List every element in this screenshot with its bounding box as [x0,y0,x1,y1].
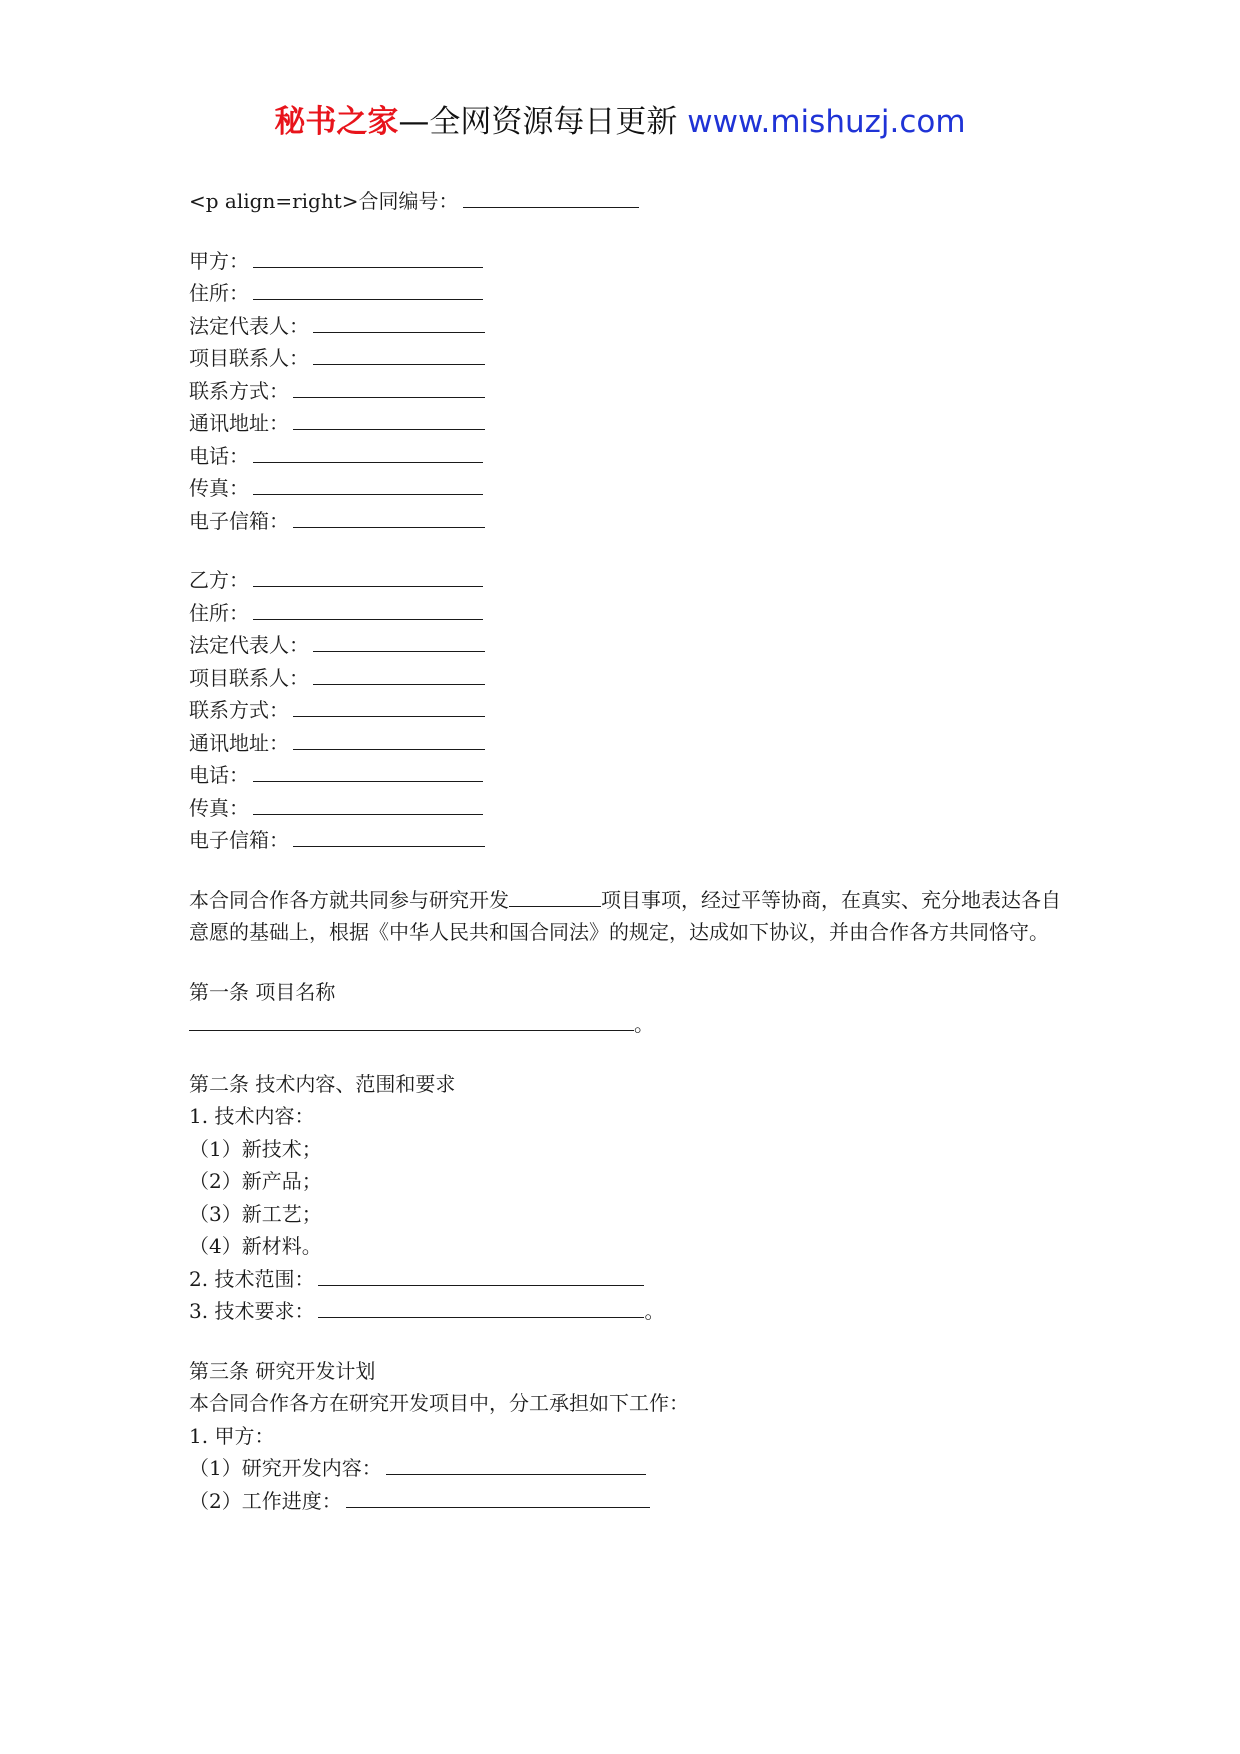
party-b-contact-method-blank [293,696,485,717]
tech-content-item-4: （4）新材料。 [189,1234,322,1258]
party-b-fax-blank [253,794,483,815]
party-b-email-label: 电子信箱： [189,828,289,852]
party-a-label: 甲方： [189,248,249,273]
contract-number-line [189,185,1069,218]
article-1-period: 。 [634,1012,654,1036]
party-b-contact-line [189,662,1069,695]
party-b-title-line [189,564,1069,597]
party-b-legal-rep-label: 法定代表人： [189,633,309,657]
party-a-contact-method-blank [293,377,485,398]
party-b-block [189,564,1069,857]
contract-number-label: <p align=right>合同编号： [189,189,459,213]
party-b-phone-blank [253,761,483,782]
intro-text-end: 项目事项，经过平等协商，在真实、充分地表达各自意愿的基础上，根据《中华人民共和国合同法》的规定，达成如下协议，并由合作各方共同恪守。 [189,887,1061,944]
work-progress-label: （2）工作进度： [189,1488,342,1513]
party-a-blank [253,247,483,268]
party-a-legal-rep-line [189,310,1069,343]
party-b-legal-rep-blank [313,631,485,652]
party-a-contact-line [189,342,1069,375]
tech-content-item-1: （1）新技术； [189,1136,322,1161]
party-a-contact-label: 项目联系人： [189,346,309,370]
party-b-contact-method-line [189,694,1069,727]
intro-text-start: 本合同合作各方就共同参与研究开发 [189,887,509,912]
project-name-blank [189,1010,634,1031]
tech-scope-blank [318,1265,644,1286]
party-b-contact-blank [313,664,485,685]
party-a-mail-address-label: 通讯地址： [189,411,289,435]
party-a-phone-blank [253,442,483,463]
party-b-fax-line [189,792,1069,825]
site-url-link[interactable]: www.mishuzj.com [687,104,966,140]
tech-content-item-2: （2）新产品； [189,1169,322,1193]
tech-requirement-label: 3. 技术要求： [189,1299,315,1323]
party-b-mail-address-blank [293,729,485,750]
party-a-fax-line [189,472,1069,505]
party-a-legal-rep-label: 法定代表人： [189,313,309,338]
party-a-mail-address-blank [293,409,485,430]
party-b-phone-line [189,759,1069,792]
party-a-fax-label: 传真： [189,476,249,500]
article-3-party-a-label: 1. 甲方： [189,1423,275,1448]
party-b-mail-address-label: 通讯地址： [189,730,289,755]
party-a-block [189,245,1069,538]
article-3-description: 本合同合作各方在研究开发项目中，分工承担如下工作： [189,1391,689,1415]
work-progress-line [189,1485,1069,1518]
site-header [0,100,1240,144]
party-a-phone-line [189,440,1069,473]
party-a-address-label: 住所： [189,281,249,305]
party-b-contact-method-label: 联系方式： [189,698,289,722]
article-2-title: 第二条 技术内容、范围和要求 [189,1071,456,1096]
tech-scope-label: 2. 技术范围： [189,1266,315,1291]
party-a-address-blank [253,279,483,300]
party-a-address-line [189,277,1069,310]
tech-scope-line [189,1263,1069,1296]
party-a-contact-method-label: 联系方式： [189,378,289,403]
party-a-fax-blank [253,474,483,495]
tech-content-item-3: （3）新工艺； [189,1201,322,1226]
rd-content-blank [386,1454,646,1475]
party-a-phone-label: 电话： [189,443,249,468]
article-3-title: 第三条 研究开发计划 [189,1358,376,1383]
tech-content-label: 1. 技术内容： [189,1104,315,1128]
party-a-mail-address-line [189,407,1069,440]
party-b-address-line [189,597,1069,630]
article-1-title: 第一条 项目名称 [189,979,336,1004]
tech-requirement-line [189,1295,1069,1328]
site-tagline: —全网资源每日更新 [398,104,688,140]
intro-paragraph [189,884,1069,949]
party-b-address-blank [253,599,483,620]
tech-requirement-blank [318,1297,644,1318]
party-b-label: 乙方： [189,568,249,592]
site-brand: 秘书之家 [274,104,399,140]
party-b-fax-label: 传真： [189,795,249,820]
contract-number-blank [463,187,639,208]
party-a-legal-rep-blank [313,312,485,333]
party-a-email-line [189,505,1069,538]
party-a-contact-method-line [189,375,1069,408]
project-name-inline-blank [509,886,601,907]
article-2-period: 。 [644,1299,665,1323]
party-b-legal-rep-line [189,629,1069,662]
party-b-phone-label: 电话： [189,763,249,787]
rd-content-line [189,1452,1069,1485]
party-b-address-label: 住所： [189,600,249,625]
party-a-title-line [189,245,1069,278]
party-b-blank [253,566,483,587]
party-b-email-line [189,824,1069,857]
contract-document [189,185,1069,1517]
rd-content-label: （1）研究开发内容： [189,1456,382,1480]
party-a-contact-blank [313,344,485,365]
party-b-email-blank [293,826,485,847]
work-progress-blank [346,1487,650,1508]
article-1-line [189,1008,1069,1041]
party-b-contact-label: 项目联系人： [189,665,309,690]
party-a-email-blank [293,507,485,528]
party-a-email-label: 电子信箱： [189,508,289,533]
party-b-mail-address-line [189,727,1069,760]
